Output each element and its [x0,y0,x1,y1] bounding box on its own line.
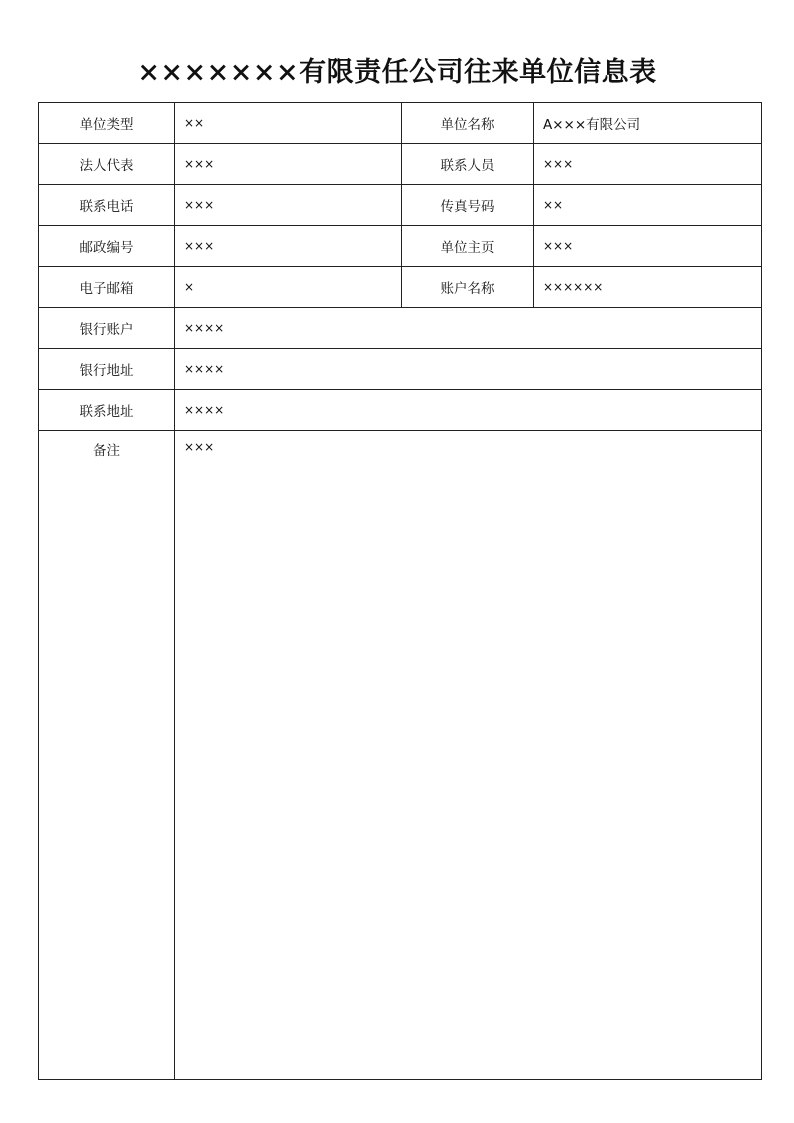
table-row [39,349,762,390]
legal-representative-value: ××× [175,144,402,185]
email-value: × [175,267,402,308]
table-row [39,103,762,144]
bank-account-value: ×××× [175,308,762,349]
legal-representative-label: 法人代表 [39,144,175,185]
table-row [39,390,762,431]
table-row [39,226,762,267]
contact-address-label: 联系地址 [39,390,175,431]
unit-name-label: 单位名称 [402,103,534,144]
remarks-label: 备注 [39,431,175,1080]
postal-code-label: 邮政编号 [39,226,175,267]
postal-code-value: ××× [175,226,402,267]
homepage-value: ××× [534,226,762,267]
fax-label: 传真号码 [402,185,534,226]
table-row [39,144,762,185]
contact-person-label: 联系人员 [402,144,534,185]
company-info-table [38,102,762,1080]
phone-value: ××× [175,185,402,226]
contact-address-value: ×××× [175,390,762,431]
account-name-label: 账户名称 [402,267,534,308]
bank-address-label: 银行地址 [39,349,175,390]
fax-value: ×× [534,185,762,226]
table-row [39,308,762,349]
homepage-label: 单位主页 [402,226,534,267]
bank-account-label: 银行账户 [39,308,175,349]
document-title: ×××××××有限责任公司往来单位信息表 [137,57,657,88]
email-label: 电子邮箱 [39,267,175,308]
unit-type-value: ×× [175,103,402,144]
bank-address-value: ×××× [175,349,762,390]
unit-type-label: 单位类型 [39,103,175,144]
table-row [39,431,762,1080]
remarks-value: ××× [175,431,762,1080]
table-row [39,267,762,308]
phone-label: 联系电话 [39,185,175,226]
account-name-value: ×××××× [534,267,762,308]
table-row [39,185,762,226]
unit-name-value: A×××有限公司 [534,103,762,144]
contact-person-value: ××× [534,144,762,185]
